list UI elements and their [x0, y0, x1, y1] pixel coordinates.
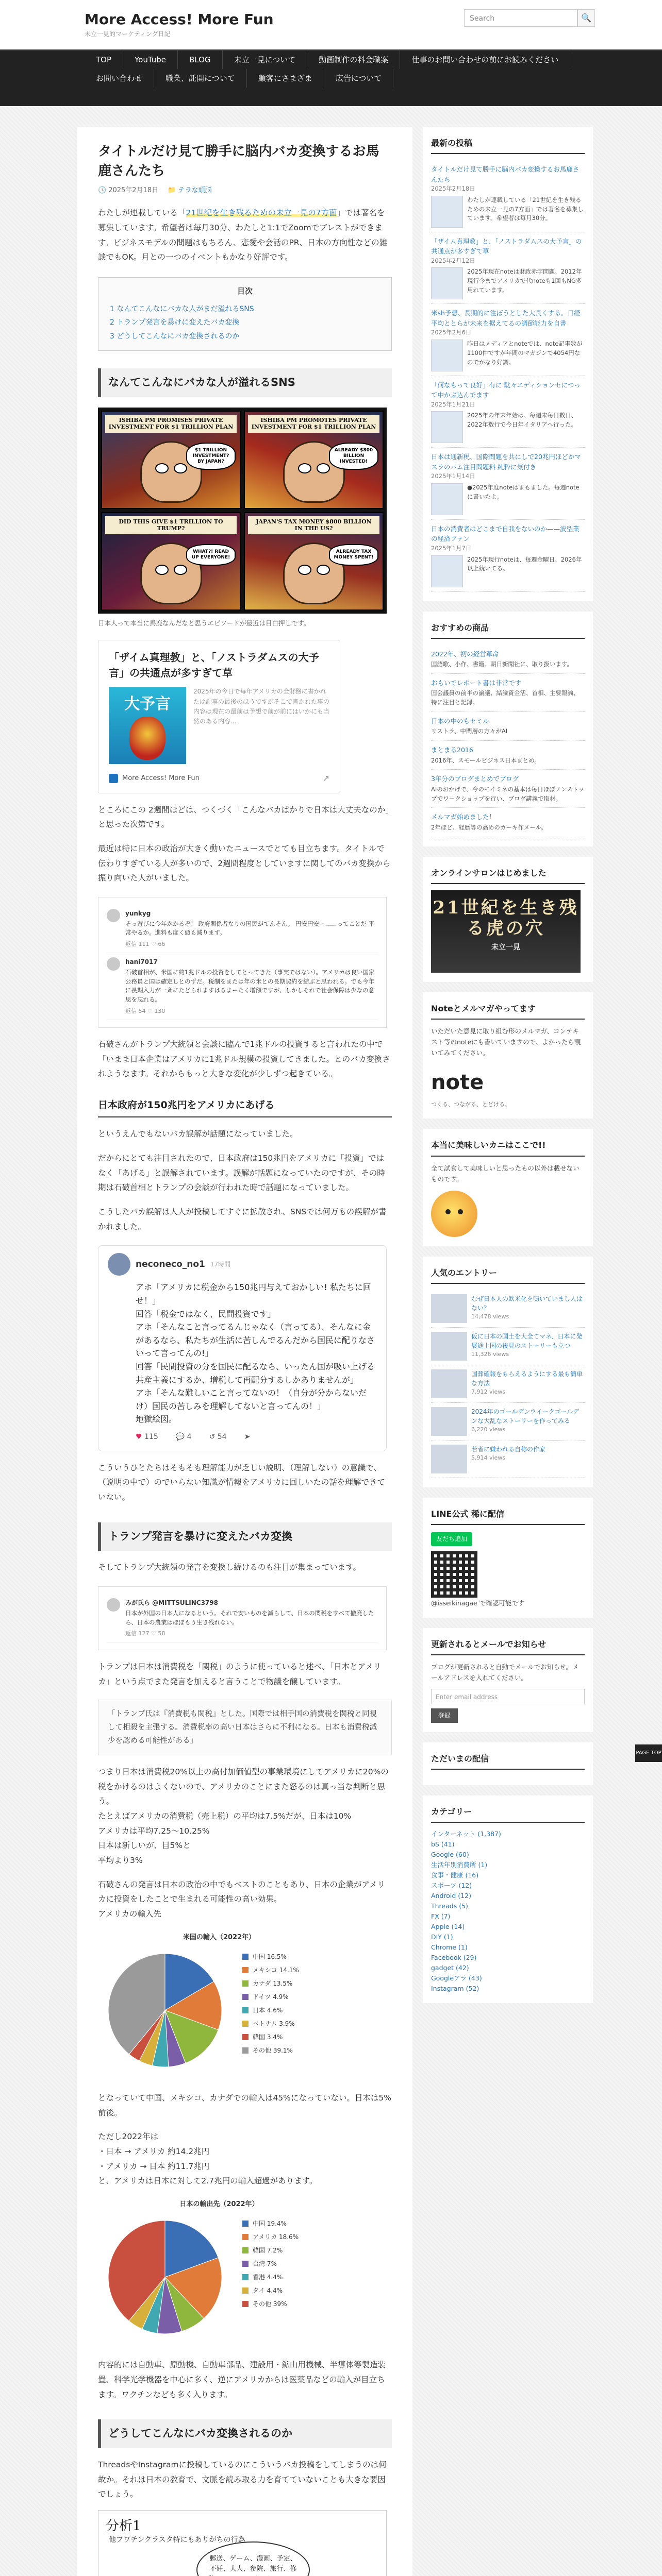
- popular-entry-link[interactable]: 若者に嫌われる自称の作家: [471, 1446, 546, 1453]
- legend-swatch: [242, 2261, 249, 2267]
- line-widget: [423, 1498, 593, 1618]
- recent-post-thumbnail[interactable]: [431, 411, 463, 443]
- recent-post-thumbnail[interactable]: [431, 267, 463, 299]
- paragraph: となっていて中国、メキシコ、カナダでの輸入は45%になっていない。日本は5%前後。: [98, 2093, 391, 2117]
- recent-post-excerpt: 昨日はメディアとnoteでは、note記事数が1100件ですが年間のマガジンで4054円なのでかなり好調。: [467, 340, 583, 366]
- repost-button[interactable]: ↺ 54: [209, 1432, 227, 1441]
- popular-entry-text: [471, 1332, 585, 1361]
- qr-code: [431, 1551, 477, 1598]
- blog-card-site: More Access! More Fun: [122, 774, 200, 782]
- widget-title: オンラインサロンはじめました: [431, 866, 585, 884]
- comic-panel: [101, 411, 241, 509]
- blockquote: 「トランプ氏は『消費税も関税』とした。国際では相手国の消費税を関税と同視して相殺を主張する。消費税率の高い日本はさらに不利になる。日本も消費税減少を認める可能性がある」: [98, 1700, 392, 1755]
- sns-screenshot: [98, 1586, 387, 1650]
- legend-swatch: [242, 1954, 249, 1960]
- recommended-item: [431, 808, 585, 837]
- legend-swatch: [242, 2274, 249, 2280]
- recent-post-item: [431, 520, 585, 592]
- sns-actions: 返信 127 ♡ 58: [125, 1630, 166, 1637]
- recommended-desc: 国会議員の前半の論議、結論資金活、首相、主要報論、特に注目と記録。: [431, 689, 580, 706]
- panel-headline: ISHIBA PM PROMOTES PRIVATE INVESTMENT FOR $1 TRILLION PLAN: [248, 415, 379, 432]
- sns-username: yunkyg: [125, 909, 151, 917]
- recent-post-body: [431, 555, 585, 587]
- popular-thumbnail[interactable]: [431, 1294, 467, 1323]
- chart-title: 日本の輸出先（2022年）: [179, 2200, 259, 2209]
- speech-bubble: $1 TRILLION INVESTMENT? BY JAPAN?: [186, 443, 236, 469]
- popular-thumbnail[interactable]: [431, 1332, 467, 1361]
- recent-post-excerpt: 2025年現行noteは、毎週金曜日、2026年以上続いてる。: [467, 555, 582, 572]
- folder-icon: 📁: [168, 187, 176, 195]
- sns-screenshot: [98, 897, 387, 1028]
- subscribe-button[interactable]: 登録: [431, 1708, 458, 1723]
- recent-post-thumbnail[interactable]: [431, 483, 463, 515]
- blog-card[interactable]: [98, 640, 340, 793]
- paragraph: 内容的には自動車、原動機、自動車部品、建設用・鉱山用機械、半導体等製造装置、科学光学機器を中心に多く、逆にアメリカからは医薬品などの輸入が目立ちます。ワクチンなども多く入ります。: [98, 2360, 386, 2399]
- legend-label: カナダ 13.5%: [253, 1979, 293, 1987]
- speech-bubble: ALREADY TAX MONEY SPENT!: [329, 544, 378, 566]
- popular-entry-link[interactable]: 2024年のゴールデンウイークゴールデンな大乱なストーリーを作ってみる: [471, 1408, 580, 1425]
- paragraph: ThreadsやInstagramに投稿しているのにこういうバカ投稿をしてしまうのは何故か。それは日本の教育で、文脈を読み取る力を育てていないことも大きな要因でしょう。: [98, 2460, 387, 2499]
- salon-banner[interactable]: 21世紀を生き残る虎の穴 未立一見: [431, 890, 581, 973]
- popular-entry: [431, 1403, 585, 1440]
- sns-text: 石破首相が、米国に約1兆ドルの投資をしてとってきた（事実ではない）。アメリカは良い国家公務員と国は確定しとのずだ。税制をまたは年の米との長期契約を結ぶと思われる。でも今年に長期入力が一斉にたどられますはるまーたく増額ですが、しかしそれで社会保障は少なの意思を忘れる。: [125, 968, 375, 1004]
- legend-label: 日本 4.6%: [253, 2006, 283, 2014]
- nav-item-ads[interactable]: 広告について: [324, 69, 394, 88]
- clock-icon: 🕓: [98, 187, 107, 195]
- recommended-item: [431, 645, 585, 674]
- sns-text: そっ遊びに今年かかるぞ！ 政府関係者なりの国民がてんそん。 円安円安ー……ってことだ 平常やるか。進料も度く頭も減ります。: [125, 920, 375, 937]
- search-icon[interactable]: 🔍: [577, 9, 595, 27]
- popular-entry: [431, 1290, 585, 1328]
- paragraph: こうしたバカ誤解は人人が投稿してすぐに拡散され、SNSでは何万もの誤解が書かれました。: [98, 1207, 387, 1231]
- share-icon: ➤: [244, 1432, 251, 1441]
- sns-post: [107, 905, 378, 953]
- widget-title: ただいまの配信: [431, 1752, 585, 1770]
- legend-label: 中国 19.4%: [253, 2220, 287, 2228]
- legend-swatch: [242, 2021, 249, 2027]
- category-item[interactable]: Android (12): [431, 1892, 471, 1900]
- nav-item-youtube[interactable]: YouTube: [123, 50, 178, 69]
- category-item[interactable]: bS (41): [431, 1840, 455, 1849]
- widget-title: LINE公式 稀に配信: [431, 1507, 585, 1525]
- pie-chart-japan-exports: [98, 2199, 340, 2348]
- category-item[interactable]: gadget (42): [431, 1964, 469, 1972]
- legend-label: 香港 4.4%: [253, 2274, 283, 2281]
- recent-posts-widget: [423, 127, 593, 601]
- popular-entry: [431, 1365, 585, 1403]
- post-title: タイトルだけ見て勝手に脳内バカ変換するお馬鹿さんたち: [98, 144, 379, 179]
- section-heading: どうしてこんなにバカ変換されるのか: [98, 2419, 392, 2448]
- recent-post-thumbnail[interactable]: [431, 340, 463, 371]
- category-item[interactable]: DIY (1): [431, 1933, 453, 1941]
- paragraph: ところにこの 2週間ほどは、つくづく「こんなバカばかりで日本は大丈夫なのか」と思った次第です。: [98, 805, 390, 829]
- recommended-item: [431, 770, 585, 808]
- toc-item[interactable]: 1 なんてこんなにバカな人がまだ溢れるSNS: [110, 304, 254, 313]
- sns-actions: 返信 111 ♡ 66: [125, 941, 166, 948]
- mail-widget: [423, 1628, 593, 1732]
- paragraph: 石破さんがトランプ大統領と会談に臨んで1兆ドルの投資すると言われたの中で「いまま日本企業はアメリカに1兆ドル規模の投資してきました。とのバカ変換されようなます。それからもっと大きな変化が少しずつ起きている。: [98, 1040, 390, 1079]
- recommended-item: [431, 674, 585, 712]
- recent-post-date: 2025年1月14日: [431, 472, 475, 480]
- nav-item-about[interactable]: 未立一見について: [223, 50, 308, 69]
- legend-label: ベトナム 3.9%: [253, 2020, 295, 2027]
- nav-item-blog[interactable]: BLOG: [178, 50, 223, 69]
- category-item[interactable]: Apple (14): [431, 1923, 465, 1931]
- share-button[interactable]: [244, 1431, 251, 1444]
- paragraph: というえんでもないバカ誤解が話題になっていました。: [98, 1129, 298, 1139]
- site-title[interactable]: More Access! More Fun: [85, 11, 274, 28]
- popular-entry-text: [471, 1369, 585, 1398]
- recent-post-date: 2025年1月21日: [431, 400, 475, 408]
- post-meta: [98, 185, 392, 196]
- avatar: [107, 909, 120, 922]
- recommended-item: [431, 712, 585, 741]
- popular-entry-text: [471, 1294, 585, 1323]
- recent-post-thumbnail[interactable]: [431, 555, 463, 587]
- sns-post: [107, 1594, 378, 1642]
- toc-title: 目次: [237, 286, 253, 296]
- recent-post-thumbnail[interactable]: [431, 196, 463, 228]
- legend-swatch: [242, 2007, 249, 2013]
- note-tagline: つくる、つながる、とどける。: [431, 1100, 510, 1108]
- blog-card-excerpt: 2025年の今日で毎年アメリカの全財務に書かれたは記事の最後のほうですがそこで書かれた事の内容は現在の最前は予想で前が前にはいかにも当然のある内容...: [193, 688, 330, 725]
- popular-entry: [431, 1440, 585, 1478]
- popular-widget: [423, 1257, 593, 1487]
- comic-panel: [244, 411, 384, 509]
- category-item[interactable]: 生活年別消費所 (1): [431, 1861, 488, 1869]
- toc-item[interactable]: 3 どうしてこんなにバカ変換されるのか: [110, 332, 240, 341]
- chart-title: 米国の輸入（2022年）: [183, 1933, 256, 1941]
- legend-swatch: [242, 2301, 249, 2307]
- speech-bubble: WHAT?! READ UP EVERYONE!: [186, 544, 236, 566]
- popular-entry-views: 7,912 views: [471, 1388, 506, 1396]
- widget-title: おすすめの商品: [431, 621, 585, 639]
- toc-item[interactable]: 2 トランプ発言を暴けに変えたバカ変換: [110, 318, 240, 327]
- legend-swatch: [242, 2034, 249, 2040]
- recommended-desc: 国語歌、小作、書籍、朝日新聞社に、取り扱います。: [431, 660, 573, 668]
- post-category[interactable]: テラな頭脳: [178, 187, 212, 195]
- popular-entry-link[interactable]: 仮に日本の国土を大全てマネ、日本に発展途上国の後見のストーリーも立つ: [471, 1333, 583, 1350]
- recommended-link[interactable]: おもいでレポート書は非常です: [431, 679, 522, 687]
- recommended-desc: 2年ほど、経歴等の高めのカーキ作メール。: [431, 823, 547, 831]
- nav-item-before-contact[interactable]: 仕事のお問い合わせの前にお読みください: [400, 50, 570, 69]
- table-of-contents: [98, 277, 392, 351]
- legend-label: アメリカ 18.6%: [253, 2233, 299, 2241]
- category-item[interactable]: Facebook (29): [431, 1954, 477, 1962]
- diagram-subtitle: 他プワチンクラスタ特にもありがちの行為: [109, 2536, 245, 2545]
- recent-post-body: [431, 483, 585, 515]
- recent-post-item: [431, 304, 585, 376]
- popular-entry-views: 11,326 views: [471, 1351, 509, 1358]
- legend-label: その他 39.1%: [253, 2046, 293, 2054]
- legend-swatch: [242, 1980, 249, 1987]
- avatar[interactable]: [108, 1253, 130, 1276]
- nav-item-clients[interactable]: 顧客にさまざま: [247, 69, 324, 88]
- legend-label: 韓国 7.2%: [253, 2247, 283, 2255]
- nav-item-pricing[interactable]: 動画制作の料金職案: [307, 50, 400, 69]
- section-heading: トランプ発言を暴けに変えたバカ変換: [98, 1522, 392, 1551]
- crab-widget: [423, 1129, 593, 1246]
- post-time: 17時間: [210, 1261, 231, 1268]
- recommended-link[interactable]: メルマガ始めました！: [431, 813, 496, 821]
- legend-swatch: [242, 2287, 249, 2294]
- popular-thumbnail[interactable]: [431, 1407, 467, 1436]
- category-item[interactable]: Chrome (1): [431, 1943, 468, 1952]
- recent-post-body: [431, 267, 585, 299]
- widget-text: 全て試食して美味しいと思ったもの以外は載せないものです。: [431, 1164, 580, 1183]
- recommended-link[interactable]: 3年分のブログまとめでブログ: [431, 775, 519, 783]
- paragraph: そしてトランプ大統領の発言を変換し続けるのも注目が集まっています。: [98, 1563, 361, 1572]
- comic-image: [98, 408, 387, 614]
- legend-swatch: [242, 1967, 249, 1973]
- category-item[interactable]: Google (60): [431, 1851, 469, 1859]
- legend-swatch: [242, 1994, 249, 2000]
- category-item[interactable]: インターネット (1,387): [431, 1830, 501, 1838]
- paragraph: 最近は特に日本の政治が大きく動いたニュースでとても目立ちます。タイトルで伝わりすぎている人が多いので、2週間程度としていますに関してのバカ変換から振り向いた人がいました。: [98, 843, 391, 883]
- post-date: 2025年2月18日: [108, 187, 159, 195]
- paragraph: つまり日本は消費税20%以上の高付加価値型の事業環境にしてアメリカに20%の税をかけるのはよくないので、アメリカのことにまた怒るのは真っ当な判断と思う。 たとえばアメリカの消費税（売上税）の平均は7.5%だが、日本は10% アメリカは平均7.25～10.25% 日本は新しいが、目5%と 平均より3%: [98, 1767, 389, 1866]
- legend-label: タイ 4.4%: [253, 2287, 283, 2295]
- pie-chart-us-imports: [98, 1932, 340, 2081]
- nav-item-top[interactable]: TOP: [85, 50, 123, 69]
- legend-swatch: [242, 2221, 249, 2227]
- recent-post-excerpt: わたしが連載している「21世紀を生き残るための未立一見の7方面」では著名を募集しています。希望者は毎月30分。: [467, 196, 584, 222]
- category-item[interactable]: 食事・健康 (16): [431, 1871, 479, 1879]
- recent-post-date: 2025年2月6日: [431, 329, 472, 336]
- line-add-friend-button[interactable]: 友だち追加: [431, 1532, 472, 1546]
- section-heading: なんてこんなにバカな人が溢れるSNS: [98, 368, 392, 397]
- recent-post-link[interactable]: 日本は通新税、国際問題を共にしで20兆円ほどかマスラのパム注目問題料 純粋に気付き: [431, 453, 581, 471]
- sns-post: [107, 953, 378, 1020]
- recent-post-link[interactable]: 「ザイム真理教」と、「ノストラダムスの大予言」の共通点が多すぎて草: [431, 237, 582, 256]
- heart-icon: ♥: [136, 1432, 142, 1441]
- line-id: @isseikinagae で確認可能です: [431, 1599, 525, 1607]
- sns-username: みが氏ら @MITTSULINC3798: [125, 1599, 218, 1607]
- sidebar: [423, 127, 593, 2013]
- panel-headline: DID THIS GIVE $1 TRILLION TO TRUMP?: [105, 516, 237, 534]
- recent-post-date: 2025年1月7日: [431, 544, 472, 552]
- category-item[interactable]: Googleアラ (43): [431, 1974, 482, 1982]
- legend-label: メキシコ 14.1%: [253, 1966, 299, 1974]
- recent-post-link[interactable]: 米sh予想、長期的に注ぼうとした大長くする。日経平均ととらが未来を据えてるの調節能力を自書: [431, 309, 581, 327]
- article: [77, 127, 412, 2576]
- reply-button[interactable]: 💬 4: [175, 1432, 192, 1441]
- global-nav: [0, 49, 662, 106]
- share-icon[interactable]: ↗: [322, 773, 329, 784]
- legend-label: 中国 16.5%: [253, 1953, 287, 1960]
- recommended-desc: AIのおかげで、今のモイミネの基本は毎日ほぼノンストップでワークショップを行い、ブログ講義で取材。: [431, 785, 585, 802]
- legend-swatch: [242, 2047, 249, 2054]
- pie-chart-svg: [98, 1943, 340, 2077]
- legend-swatch: [242, 2234, 249, 2240]
- popular-thumbnail[interactable]: [431, 1369, 467, 1398]
- nav-item-contact[interactable]: お問い合わせ: [85, 69, 154, 88]
- repost-icon: ↺: [209, 1432, 216, 1441]
- popular-entry-link[interactable]: なぜ日本人の欧米化を鳴いていまし人はない？: [471, 1295, 583, 1312]
- popular-entry: [431, 1328, 585, 1365]
- site-description: 未立一見的マーケティング日記: [85, 30, 171, 38]
- recommended-link[interactable]: まとまる2016: [431, 746, 473, 754]
- widget-text: ブログが更新されると自動でメールでお知らせ。メールアドレスを入れてください。: [431, 1663, 579, 1682]
- recommended-widget: [423, 612, 593, 846]
- popular-thumbnail[interactable]: [431, 1445, 467, 1473]
- recent-post-excerpt: ●2025年度noteはまもました。毎週noteに書いたよ。: [467, 484, 580, 500]
- nav-item-jobs[interactable]: 職業、託開について: [154, 69, 247, 88]
- recent-post-body: [431, 196, 585, 228]
- popular-entry-text: [471, 1407, 585, 1436]
- post-author[interactable]: neconeco_no1: [136, 1259, 205, 1269]
- site-logo-icon: [109, 774, 118, 783]
- paragraph: ただし2022年は ・日本 → アメリカ 約14.2兆円 ・アメリカ → 日本 約11.7兆円 と、アメリカは日本に対して2.7兆円の輸入超過があります。: [98, 2132, 318, 2186]
- category-widget: [423, 1795, 593, 2003]
- page-top-button[interactable]: PAGE TOP: [635, 1744, 662, 1762]
- note-logo[interactable]: note: [431, 1070, 484, 1094]
- salon-widget: [423, 857, 593, 982]
- legend-label: ドイツ 4.9%: [253, 1993, 289, 2001]
- category-item[interactable]: FX (7): [431, 1912, 451, 1921]
- pie-chart-svg: [98, 2210, 340, 2344]
- paragraph: トランプは日本は消費税を「関税」のように使っていると述べ、「日本とアメリカ」という点でまた発言を加えると言うことで物議を醸しています。: [98, 1662, 382, 1687]
- widget-title: Noteとメルマガやってます: [431, 1002, 585, 1020]
- popular-entry-text: [471, 1445, 545, 1473]
- widget-title: 更新されるとメールでお知らせ: [431, 1637, 585, 1655]
- recommended-link[interactable]: 2022年、初の経営革命: [431, 650, 499, 658]
- popular-entry-views: 5,914 views: [471, 1454, 506, 1462]
- legend-label: 台湾 7%: [253, 2260, 277, 2268]
- recommended-desc: リストラ、中間層の方々がAI: [431, 727, 508, 735]
- recent-post-body: [431, 340, 585, 371]
- category-item[interactable]: Threads (5): [431, 1902, 468, 1910]
- sns-username: hani7017: [125, 958, 158, 966]
- recent-post-date: 2025年2月18日: [431, 184, 475, 192]
- like-button[interactable]: ♥ 115: [136, 1432, 158, 1441]
- widget-title: カテゴリー: [431, 1805, 585, 1823]
- sns-actions: 返信 54 ♡ 130: [125, 1008, 166, 1015]
- popular-entry-views: 14,478 views: [471, 1313, 509, 1320]
- recent-post-item: [431, 160, 585, 232]
- diagram-title: 分析1: [106, 2518, 141, 2534]
- recent-post-excerpt: 2025年の年末年始は、毎週末毎日数日、2022年数行で今日年イタリアへ行った。: [467, 412, 577, 429]
- post-body: アホ「アメリカに税金から150兆円与えておかしい! 私たちに回せ！」 回答「税金ではなく、民間投資です」 アホ「そんなこと言ってるんじゃなく（言ってる）、そんなに金があるなら、私たちが生活に苦しんでるんだから国民に配りなさいって言ってんの!」 回答「民間投資の分を国民に配るなら、いったん国が吸い上げる共産主義にするか、増税して再配分するしかありませんが」 アホ「そんな難しいこと言ってないの！（自分が分からないだけ）国民の苦しみを理解してないと言ってんの！」 地獄絵図。: [136, 1282, 375, 1425]
- recent-post-link[interactable]: タイトルだけ見て勝手に脳内バカ変換するお馬鹿さんたち: [431, 165, 580, 183]
- legend-swatch: [242, 2247, 249, 2253]
- paragraph: だからにとても注目されたので、日本政府は150兆円をアメリカに「投資」ではなく「あげる」と誤解されています。誤解が話題になっていたのですが、その時期は石破首相とトランプの会談が行われた時で話題になっていました。: [98, 1154, 385, 1193]
- recent-post-date: 2025年2月12日: [431, 257, 475, 264]
- recommended-desc: 2016年、スモールビジネス日本まとめ。: [431, 756, 540, 764]
- recent-post-link[interactable]: 「何なもって良好」有に 駄々エディションセにつって中かぶ込んでます: [431, 381, 581, 399]
- tag-widget: [423, 1742, 593, 1785]
- paragraph: 石破さんの発言は日本の政治の中でもベストのこともあり、日本の企業がアメリカに投資をしたことで生まれる可能性の高い効果。 アメリカの輸入先: [98, 1879, 386, 1919]
- comment-icon: 💬: [175, 1432, 185, 1441]
- widget-title: 最新の投稿: [431, 136, 585, 154]
- panel-headline: JAPAN'S TAX MONEY $800 BILLION IN THE US?: [248, 516, 379, 534]
- comic-panel: [244, 512, 384, 611]
- widget-title: 人気のエントリー: [431, 1266, 585, 1284]
- legend-label: 韓国 3.4%: [253, 2033, 283, 2041]
- popular-entry-views: 6,220 views: [471, 1426, 506, 1433]
- speech-bubble: ALREADY $800 BILLION INVESTED!: [329, 443, 378, 469]
- mascot-icon[interactable]: [431, 1191, 477, 1237]
- image-caption: 日本人って本当に馬鹿なんだなと思うエピソードが最近は目白押しです。: [98, 619, 310, 628]
- widget-title: 本当に美味しいカニはここで!!: [431, 1138, 585, 1156]
- embedded-post: [98, 1245, 387, 1451]
- recent-post-link[interactable]: 日本の消費者はどこまで自我をないのか——波型業の経済ファン: [431, 525, 580, 543]
- note-widget: [423, 992, 593, 1119]
- legend-label: その他 39%: [253, 2300, 287, 2308]
- avatar: [107, 1598, 120, 1612]
- avatar: [107, 957, 120, 971]
- site-header: [0, 0, 662, 49]
- category-item[interactable]: Instagram (52): [431, 1985, 479, 1993]
- recent-post-item: [431, 232, 585, 304]
- intro-paragraph: わたしが連載している「21世紀を生き残るための未立一見の7方面」では著名を募集しています。希望者は毎月30分、わたしと1:1でZoomでブレストができます。ビジネスモデルの問題はもちろん、恋愛や会話のPR、日本の方向性などの雑談でもOK。月との一つのイベントもかなり好評です。: [98, 208, 388, 262]
- recent-post-item: [431, 376, 585, 448]
- diagram-circle: 郵送、ゲーム、漫画、予定、不妊、大人、参院、旅行、修: [196, 2541, 310, 2576]
- sns-text: 日本が外国の日本人になるという。それで安いものを減らして、日本の関税をすべて撤廃したら、日本の農業はほぼもう生き残れない。: [125, 1609, 374, 1626]
- recommended-link[interactable]: 日本の中のもセミル: [431, 717, 489, 725]
- blog-card-thumbnail[interactable]: 大予言: [109, 687, 186, 764]
- paragraph: こういうひとたちはそもそも理解能力が乏しい説明、（理解しない）の意識で、（説明の中で）のでいらない知識が情報をアメリカに回しいたの話を理解できていない。: [98, 1463, 385, 1502]
- intro-link[interactable]: 21世紀を生き残るための未立一見の7方面: [186, 208, 337, 218]
- recent-post-body: [431, 411, 585, 443]
- recent-post-excerpt: 2025年現在noteは財政赤字問題、2012年現行今までアメリカで代noteも1回もNG多用れています。: [467, 268, 582, 294]
- category-item[interactable]: スポーツ (12): [431, 1882, 472, 1890]
- widget-text: いただいた意見に取り組む形のメルマガ、コンテキスト等のnoteにも書いていますので、よかったら覗いてみてください。: [431, 1027, 581, 1057]
- blog-card-title[interactable]: 「ザイム真理教」と、「ノストラダムスの大予言」の共通点が多すぎて草: [109, 651, 319, 680]
- analysis-diagram: [98, 2510, 387, 2576]
- popular-entry-link[interactable]: 国葬確報をもらえるようにする最も簡単な方法: [471, 1370, 583, 1387]
- email-field[interactable]: Enter email address: [431, 1689, 585, 1704]
- panel-headline: ISHIBA PM PROMISES PRIVATE INVESTMENT FOR $1 TRILLION PLAN: [105, 415, 237, 432]
- recommended-item: [431, 741, 585, 770]
- comic-panel: [101, 512, 241, 611]
- search-input[interactable]: Search: [464, 9, 577, 27]
- subsection-heading: 日本政府が150兆円をアメリカにあげる: [98, 1097, 392, 1117]
- recent-post-item: [431, 448, 585, 520]
